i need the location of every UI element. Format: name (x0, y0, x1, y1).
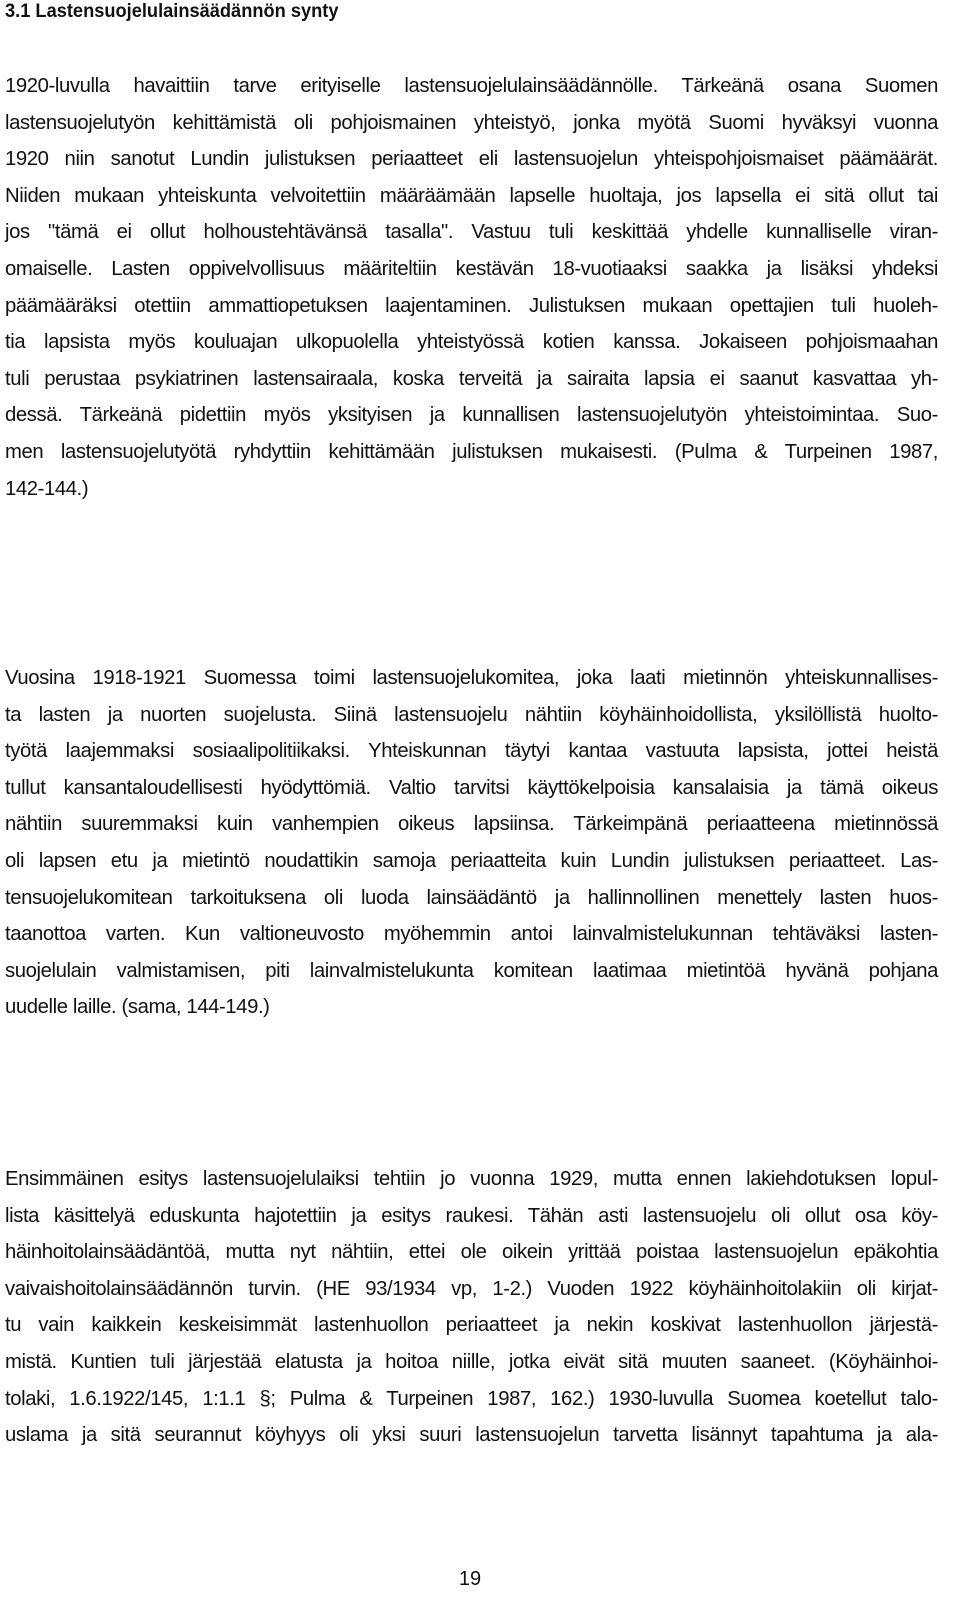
paragraph-line: työtä laajemmaksi sosiaalipolitiikaksi. Yhteiskunnan täytyi kantaa vastuuta lapsista, jottei heistä (5, 740, 938, 763)
paragraph-line: suojelulain valmistamisen, piti lainvalmistelukunta komitean laatimaa mietintöä hyvänä pohjana (5, 959, 938, 982)
paragraph-line: 142-144.) (5, 477, 89, 500)
paragraph-line: tensuojelukomitean tarkoituksena oli luoda lainsäädäntö ja hallinnollinen menettely lasten huos- (5, 886, 938, 909)
paragraph-2 (5, 660, 938, 1026)
paragraph-line: tullut kansantaloudellisesti hyödyttömiä. Valtio tarvitsi käyttökelpoisia kansalaisia ja tämä oikeus (5, 776, 938, 799)
paragraph-line: tu vain kaikkein keskeisimmät lastenhuollon periaatteet ja nekin koskivat lastenhuollon järjestä- (5, 1314, 938, 1337)
paragraph-line: taanottoa varten. Kun valtioneuvosto myöhemmin antoi lainvalmistelukunnan tehtäväksi lasten- (5, 923, 938, 946)
paragraph-line: lastensuojelutyön kehittämistä oli pohjoismainen yhteistyö, jonka myötä Suomi hyväksyi vuonna (5, 111, 938, 134)
paragraph-line: oli lapsen etu ja mietintö noudattikin samoja periaatteita kuin Lundin julistuksen periaatteet. Las- (5, 849, 938, 872)
paragraph-line: nähtiin suuremmaksi kuin vanhempien oikeus lapsiinsa. Tärkeimpänä periaatteena mietinnössä (5, 813, 938, 836)
paragraph-line: uslama ja sitä seurannut köyhyys oli yksi suuri lastensuojelun tarvetta lisännyt tapahtuma ja ala- (5, 1424, 938, 1447)
paragraph-line: vaivaishoitolainsäädännön turvin. (HE 93/1934 vp, 1-2.) Vuoden 1922 köyhäinhoitolakiin oli kirjat- (5, 1277, 938, 1300)
paragraph-1 (5, 68, 938, 507)
section-heading: 3.1 Lastensuojelulainsäädännön synty (5, 1, 339, 22)
paragraph-line: tia lapsista myös kouluajan ulkopuolella yhteistyössä kotien kanssa. Jokaiseen pohjoismaahan (5, 331, 938, 354)
paragraph-3 (5, 1161, 938, 1454)
paragraph-line: uudelle laille. (sama, 144-149.) (5, 996, 270, 1019)
paragraph-line: häinhoitolainsäädäntöä, mutta nyt nähtiin, ettei ole oikein yrittää poistaa lastensuojelun epäkohtia (5, 1241, 938, 1264)
paragraph-line: Vuosina 1918-1921 Suomessa toimi lastensuojelukomitea, joka laati mietinnön yhteiskunnallises- (5, 667, 938, 689)
paragraph-line: men lastensuojelutyötä ryhdyttiin kehittämään julistuksen mukaisesti. (Pulma & Turpeinen 1987, (5, 440, 938, 463)
paragraph-line: dessä. Tärkeänä pidettiin myös yksityisen ja kunnallisen lastensuojelutyön yhteistoimintaa. Suo- (5, 404, 938, 427)
page-number: 19 (458, 1568, 482, 1590)
paragraph-line: Niiden mukaan yhteiskunta velvoitettiin määräämään lapselle huoltaja, jos lapsella ei sitä ollut tai (5, 184, 938, 207)
paragraph-line: 1920 niin sanotut Lundin julistuksen periaatteet eli lastensuojelun yhteispohjoismaiset päämäärät. (5, 148, 938, 171)
paragraph-line: tuli perustaa psykiatrinen lastensairaala, koska terveitä ja sairaita lapsia ei saanut kasvattaa yh- (5, 367, 938, 390)
page-content (5, 0, 938, 1447)
paragraph-line: päämääräksi otettiin ammattiopetuksen laajentaminen. Julistuksen mukaan opettajien tuli huoleh- (5, 294, 938, 317)
paragraph-line: omaiselle. Lasten oppivelvollisuus määriteltiin kestävän 18-vuotiaaksi saakka ja lisäksi yhdeksi (5, 257, 938, 280)
paragraph-line: 1920-luvulla havaittiin tarve erityiselle lastensuojelulainsäädännölle. Tärkeänä osana Suomen (5, 75, 938, 97)
paragraph-line: ta lasten ja nuorten suojelusta. Siinä lastensuojelu nähtiin köyhäinhoidollista, yksilöllistä huolto- (5, 703, 938, 726)
paragraph-line: tolaki, 1.6.1922/145, 1:1.1 §; Pulma & Turpeinen 1987, 162.) 1930-luvulla Suomea koetellut talo- (5, 1387, 938, 1410)
paragraph-line: Ensimmäinen esitys lastensuojelulaiksi tehtiin jo vuonna 1929, mutta ennen lakiehdotuksen lopul- (5, 1168, 938, 1190)
paragraph-line: mistä. Kuntien tuli järjestää elatusta ja hoitoa niille, jotka eivät sitä muuten saaneet. (Köyhäinhoi- (5, 1350, 938, 1373)
paragraph-line: jos "tämä ei ollut holhoustehtävänsä tasalla". Vastuu tuli keskittää yhdelle kunnalliselle viran- (5, 221, 938, 244)
paragraph-line: lista käsittelyä eduskunta hajotettiin ja esitys raukesi. Tähän asti lastensuojelu oli ollut osa köy- (5, 1204, 938, 1227)
